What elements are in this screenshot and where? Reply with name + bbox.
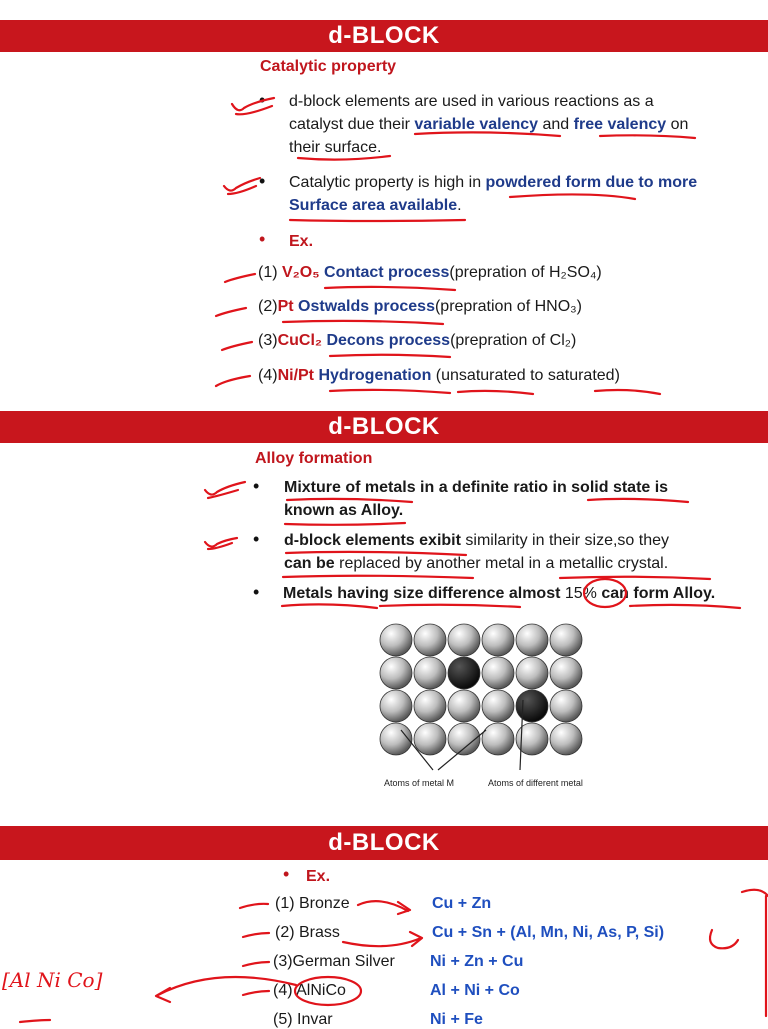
text-fragment: on [666, 116, 689, 133]
process-name: Ostwalds process [298, 298, 435, 315]
process-detail: (prepration of HNO₃) [434, 298, 582, 315]
process-detail: (prepration of Cl₂) [450, 332, 577, 349]
bullet2-line-b [289, 194, 759, 217]
process-detail: (prepration of H₂SO₄) [449, 264, 602, 281]
alloy-comp-2: Cu + Sn + (Al, Mn, Ni, As, P, Si) [432, 924, 665, 941]
text-fragment: can form Alloy. [596, 585, 716, 602]
text-fragment: catalyst due their [289, 116, 415, 133]
atom-different-metal [448, 657, 480, 689]
underline [325, 287, 455, 290]
scribble [710, 930, 738, 948]
tick-mark [205, 482, 245, 498]
underline [380, 605, 520, 607]
text-fragment: and [538, 116, 574, 133]
catalyst-example-4 [258, 367, 620, 385]
slide3-ex-label: Ex. [306, 868, 331, 885]
process-name: Hydrogenation [318, 367, 432, 384]
alloy-comp-5: Ni + Fe [430, 1011, 483, 1028]
underline [283, 321, 443, 324]
alloy-comp-4: Al + Ni + Co [430, 982, 520, 999]
slide1-bullet2 [289, 171, 759, 217]
slide1-title: d-BLOCK [328, 22, 440, 49]
text-fragment: Catalytic property is high in [289, 174, 486, 191]
atom-metal-m [516, 624, 548, 656]
slide3-title: d-BLOCK [328, 829, 440, 856]
atom-metal-m [550, 690, 582, 722]
process-detail: (unsaturated to saturated) [431, 367, 620, 384]
alloy-name: (3)German Silver [273, 953, 395, 970]
tick-mark [216, 376, 250, 386]
atom-metal-m [550, 723, 582, 755]
catalyst-name: V₂O₅ [282, 264, 325, 281]
bullet-dot: • [283, 864, 290, 884]
slide3-banner [0, 826, 768, 860]
percent-15-text: 15% [564, 585, 597, 602]
slide2-bullet3 [283, 582, 715, 605]
text-fragment: Metals having size difference almost [283, 585, 565, 602]
atom-metal-m [516, 657, 548, 689]
underline [330, 390, 450, 393]
alloy-comp-3: Ni + Zn + Cu [430, 953, 524, 970]
underline [330, 355, 450, 357]
example-number: (4) [258, 367, 278, 384]
alloy-row-1 [275, 895, 350, 913]
bullet-dot: • [259, 90, 266, 110]
example-number: (1) [258, 264, 282, 281]
catalyst-example-3 [258, 332, 576, 350]
atom-different-metal [516, 690, 548, 722]
tick-mark [225, 274, 255, 282]
slide1-ex-label: Ex. [289, 233, 314, 250]
example-number: (2) [258, 298, 278, 315]
alloy-row-3 [273, 953, 395, 971]
bullet1-line-b: known as Alloy. [284, 502, 404, 519]
slide2-banner [0, 411, 768, 443]
atom-metal-m [550, 657, 582, 689]
tick-mark [243, 991, 269, 995]
tick-mark [205, 538, 237, 549]
underline [285, 523, 405, 525]
text-fragment: metallic crystal. [558, 555, 669, 572]
text-fragment: . [457, 197, 462, 214]
catalyst-example-2 [258, 298, 582, 316]
catalyst-name: CuCl₂ [277, 332, 327, 349]
alloy-name: (1) Bronze [275, 895, 350, 912]
bullet1-line-a: Mixture of metals in a definite ratio in solid state is [284, 479, 669, 496]
atom-metal-m [380, 723, 412, 755]
slide1-banner [0, 20, 768, 52]
handwritten-alnico-note: [Al Ni Co] [2, 968, 103, 992]
slide2-title: d-BLOCK [328, 413, 440, 440]
atom-metal-m [482, 723, 514, 755]
slide2-subtitle: Alloy formation [255, 450, 373, 467]
text-fragment: d-block elements exibit [284, 532, 466, 549]
bullet-dot: • [253, 529, 260, 549]
tick-mark [216, 308, 246, 316]
tick-mark [224, 178, 260, 194]
underline [283, 576, 473, 578]
atom-metal-m [448, 690, 480, 722]
slide2-bullet2 [284, 529, 754, 575]
atom-metal-m [414, 657, 446, 689]
atom-metal-m [550, 624, 582, 656]
tick-mark [243, 933, 269, 937]
arrow-bronze [358, 901, 410, 914]
atom-metal-m [482, 624, 514, 656]
underline [20, 1020, 50, 1022]
alloy-row-4 [273, 982, 346, 1000]
process-name: Contact process [324, 264, 450, 281]
tick-mark [240, 904, 268, 908]
atom-metal-m [414, 690, 446, 722]
example-number: (3) [258, 332, 278, 349]
text-fragment: replaced by another metal in a [339, 555, 559, 572]
alloy-row-2 [275, 924, 340, 942]
surface-area-text: Surface area available [289, 197, 458, 214]
atom-metal-m [414, 624, 446, 656]
atom-metal-m [380, 657, 412, 689]
bullet-dot: • [253, 582, 260, 602]
catalyst-example-1 [258, 264, 602, 282]
alloy-comp-1: Cu + Zn [432, 895, 492, 912]
variable-valency-text: variable valency [414, 116, 539, 133]
powdered-form-text: powdered form due to more [485, 174, 698, 191]
catalyst-name: Ni/Pt [277, 367, 319, 384]
alloy-row-5 [273, 1011, 333, 1029]
slide1-subtitle: Catalytic property [260, 58, 397, 75]
bullet-dot: • [259, 229, 266, 249]
bullet-dot: • [253, 476, 260, 496]
bullet-dot: • [259, 171, 266, 191]
text-fragment: similarity in their size,so they [465, 532, 670, 549]
bullet1-line-c: their surface. [289, 139, 382, 156]
alloy-atom-diagram [368, 610, 608, 800]
tick-mark [222, 342, 252, 350]
underline [458, 391, 533, 394]
underline [630, 605, 740, 608]
text-fragment: Atoms [488, 778, 514, 788]
text-fragment: can be [284, 555, 340, 572]
bracket-scribble [742, 890, 768, 1016]
underline [290, 220, 465, 221]
slide1-bullet1 [289, 90, 749, 159]
alloy-name: (4) AlNiCo [273, 982, 346, 999]
alloy-name: (2) Brass [275, 924, 340, 941]
caption-atoms-different-metal [488, 778, 583, 788]
alloy-name: (5) Invar [273, 1011, 333, 1028]
text-fragment: of different metal [513, 778, 583, 788]
atom-metal-m [482, 657, 514, 689]
tick-mark [243, 962, 269, 966]
bullet2-line-a [289, 171, 759, 194]
atom-metal-m [414, 723, 446, 755]
underline [595, 390, 660, 394]
atom-metal-m [482, 690, 514, 722]
atom-metal-m [380, 624, 412, 656]
atom-metal-m [448, 624, 480, 656]
bullet1-line-a: d-block elements are used in various reactions as a [289, 93, 654, 110]
tick-mark [232, 98, 274, 114]
catalyst-name: Pt [277, 298, 299, 315]
slide2-bullet1 [284, 476, 754, 522]
caption-atoms-metal-m: Atoms of metal M [384, 778, 455, 788]
bullet1-line-b [289, 113, 749, 136]
underline [560, 577, 710, 579]
atom-metal-m [380, 690, 412, 722]
arrow-brass [343, 932, 422, 946]
process-name: Decons process [326, 332, 451, 349]
free-valency-text: free valency [573, 116, 667, 133]
atom-lattice [380, 624, 582, 755]
